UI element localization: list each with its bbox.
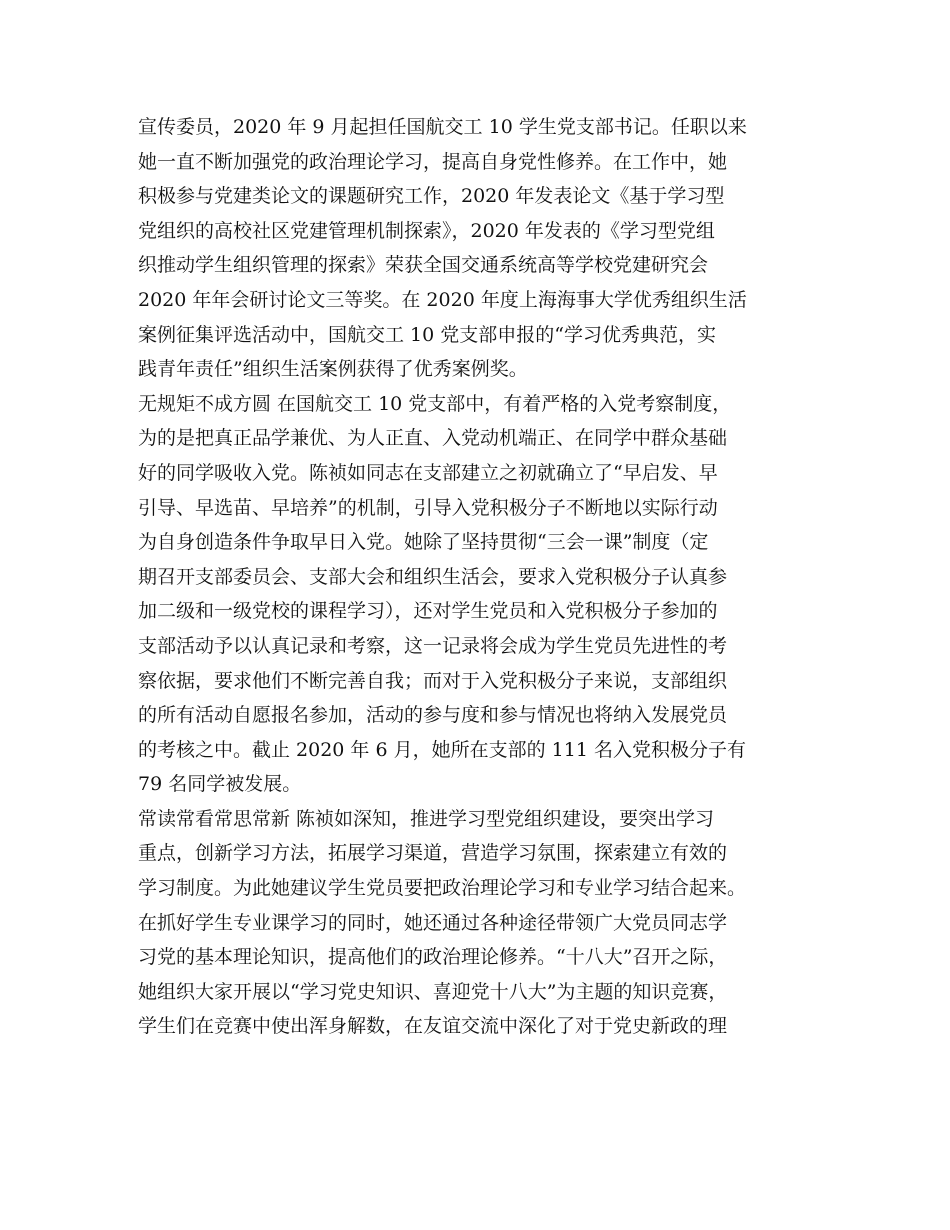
text-line: 在抓好学生专业课学习的同时，她还通过各种途径带领广大党员同志学 bbox=[138, 911, 728, 934]
text-line: 加二级和一级党校的课程学习），还对学生党员和入党积极分子参加的 bbox=[138, 600, 718, 623]
text-line: 79 名同学被发展。 bbox=[138, 773, 302, 796]
text-line: 为的是把真正品学兼优、为人正直、入党动机端正、在同学中群众基础 bbox=[138, 427, 728, 450]
text-line: 的所有活动自愿报名参加，活动的参与度和参与情况也将纳入发展党员 bbox=[138, 704, 728, 727]
text-line: 织推动学生组织管理的探索》荣获全国交通系统高等学校党建研究会 bbox=[138, 254, 709, 277]
section-heading-line: 无规矩不成方圆 在国航交工 10 党支部中，有着严格的入党考察制度， bbox=[138, 392, 732, 415]
text-line: 宣传委员，2020 年 9 月起担任国航交工 10 学生党支部书记。任职以来 bbox=[138, 116, 747, 138]
text-line: 习党的基本理论知识，提高他们的政治理论修养。“十八大”召开之际， bbox=[138, 946, 728, 969]
text-line: 为自身创造条件争取早日入党。她除了坚持贯彻“三会一课”制度（定 bbox=[138, 531, 709, 554]
text-line: 的考核之中。截止 2020 年 6 月，她所在支部的 111 名入党积极分子有 bbox=[138, 738, 746, 761]
section-heading-line: 常读常看常思常新 陈祯如深知，推进学习型党组织建设，要突出学习 bbox=[138, 807, 715, 830]
text-line: 期召开支部委员会、支部大会和组织生活会，要求入党积极分子认真参 bbox=[138, 565, 728, 588]
text-line: 学生们在竞赛中使出浑身解数，在友谊交流中深化了对于党史新政的理 bbox=[138, 1015, 728, 1038]
text-line: 好的同学吸收入党。陈祯如同志在支部建立之初就确立了“早启发、早 bbox=[138, 461, 718, 484]
text-line: 支部活动予以认真记录和考察，这一记录将会成为学生党员先进性的考 bbox=[138, 634, 728, 657]
text-line: 她一直不断加强党的政治理论学习，提高自身党性修养。在工作中，她 bbox=[138, 150, 728, 173]
text-line: 案例征集评选活动中，国航交工 10 党支部申报的“学习优秀典范，实 bbox=[138, 323, 716, 346]
text-line: 积极参与党建类论文的课题研究工作，2020 年发表论文《基于学习型 bbox=[138, 185, 725, 208]
body-text bbox=[138, 110, 838, 1044]
text-line: 她组织大家开展以“学习党史知识、喜迎党十八大”为主题的知识竞赛， bbox=[138, 980, 728, 1003]
text-line: 党组织的高校社区党建管理机制探索》，2020 年发表的《学习型党组 bbox=[138, 219, 715, 242]
text-line: 重点，创新学习方法，拓展学习渠道，营造学习氛围，探索建立有效的 bbox=[138, 842, 728, 865]
text-line: 引导、早选苗、早培养”的机制，引导入党积极分子不断地以实际行动 bbox=[138, 496, 718, 519]
text-line: 践青年责任”组织生活案例获得了优秀案例奖。 bbox=[138, 358, 528, 381]
text-line: 2020 年年会研讨论文三等奖。在 2020 年度上海海事大学优秀组织生活 bbox=[138, 288, 747, 311]
text-line: 察依据，要求他们不断完善自我；而对于入党积极分子来说，支部组织 bbox=[138, 669, 728, 692]
text-line: 学习制度。为此她建议学生党员要把政治理论学习和专业学习结合起来。 bbox=[138, 877, 747, 900]
